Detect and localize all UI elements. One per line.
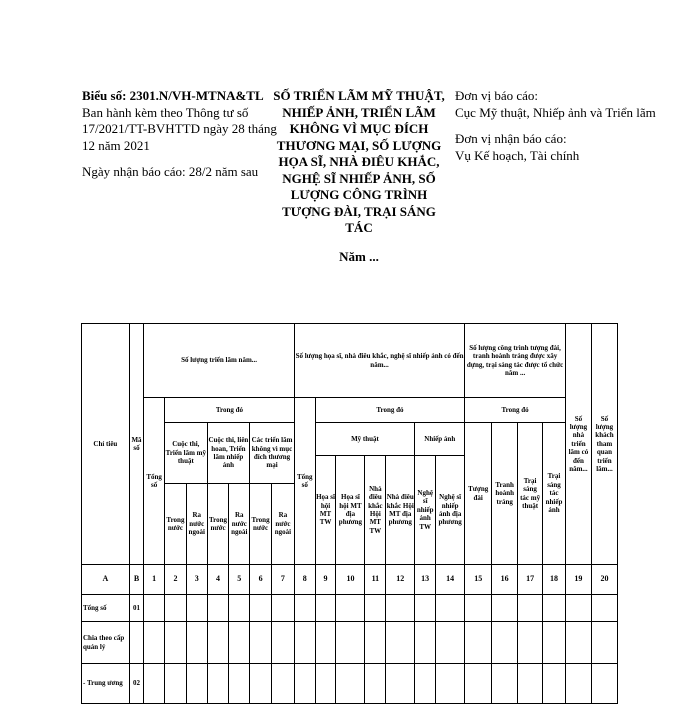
index-cell: B — [129, 565, 144, 595]
header-trong-do: Trong đó — [465, 398, 566, 423]
header-works-group: Số lượng công trình tượng đài, tranh hoành tráng được xây dựng, trại sáng tác được tổ chức năm ... — [465, 324, 566, 398]
report-year: Năm ... — [339, 248, 379, 264]
header-trai-sang-tac-nhiep-anh: Trại sáng tác nhiếp ảnh — [543, 423, 566, 565]
header-tong-so: Tổng số — [144, 398, 165, 565]
header-ra-nuoc-ngoai: Ra nước ngoài — [271, 484, 294, 565]
report-table — [81, 323, 618, 704]
index-cell: 8 — [294, 565, 315, 595]
row-label: Chia theo cấp quản lý — [82, 622, 130, 664]
index-cell: 7 — [271, 565, 294, 595]
header-hoa-si-dia-phuong: Họa sĩ hội MT địa phương — [336, 456, 365, 565]
report-title-block — [270, 88, 448, 265]
header-trai-sang-tac-my-thuat: Trại sáng tác mỹ thuật — [518, 423, 543, 565]
index-cell: 17 — [518, 565, 543, 595]
header-cuoc-thi-my-thuat: Cuộc thi, Triển lãm mỹ thuật — [165, 423, 208, 484]
row-code — [129, 622, 144, 664]
header-my-thuat: Mỹ thuật — [315, 423, 415, 456]
row-label: Tổng số — [82, 595, 130, 622]
header-trong-nuoc: Trong nước — [165, 484, 187, 565]
row-code: 02 — [129, 664, 144, 704]
index-cell: 11 — [365, 565, 386, 595]
header-chi-tieu: Chỉ tiêu — [82, 324, 130, 565]
index-row — [82, 565, 618, 595]
index-cell: 16 — [492, 565, 518, 595]
reporting-unit-label: Đơn vị báo cáo: — [455, 88, 539, 103]
index-cell: 14 — [436, 565, 465, 595]
header-trong-nuoc: Trong nước — [207, 484, 229, 565]
index-cell: 6 — [250, 565, 272, 595]
header-tuong-dai: Tượng đài — [465, 423, 492, 565]
header-trien-lam-khong-thuong-mai: Các triển lãm không vì mục đích thương mại — [250, 423, 295, 484]
index-cell: 4 — [207, 565, 229, 595]
header-artists-group: Số lượng họa sĩ, nhà điêu khắc, nghệ sĩ nhiếp ảnh có đến năm... — [294, 324, 464, 398]
index-cell: 18 — [543, 565, 566, 595]
row-label: - Trung ương — [82, 664, 130, 704]
issued-with-text: Ban hành kèm theo Thông tư số 17/2021/TT-BVHTTD ngày 28 tháng 12 năm 2021 — [82, 104, 277, 153]
index-cell: A — [82, 565, 130, 595]
header-trong-do: Trong đó — [315, 398, 465, 423]
header-cuoc-thi-nhiep-anh: Cuộc thi, liên hoan, Triển lãm nhiếp ảnh — [207, 423, 250, 484]
index-cell: 15 — [465, 565, 492, 595]
index-cell: 10 — [336, 565, 365, 595]
header-tong-so: Tổng số — [294, 398, 315, 565]
header-nhiep-anh-tw: Nghệ sĩ nhiếp ảnh TW — [415, 456, 436, 565]
row-code: 01 — [129, 595, 144, 622]
header-exhibitions-group: Số lượng triển lãm năm... — [144, 324, 295, 398]
index-cell: 12 — [386, 565, 415, 595]
header-ra-nuoc-ngoai: Ra nước ngoài — [229, 484, 250, 565]
form-info — [82, 88, 282, 191]
header-trong-do: Trong đó — [165, 398, 295, 423]
index-cell: 20 — [591, 565, 617, 595]
index-cell: 9 — [315, 565, 336, 595]
header-trong-nuoc: Trong nước — [250, 484, 272, 565]
form-code: Biểu số: 2301.N/VH-MTNA&TL — [82, 88, 264, 103]
index-cell: 3 — [186, 565, 207, 595]
header-ra-nuoc-ngoai: Ra nước ngoài — [186, 484, 207, 565]
header-hoa-si-tw: Họa sĩ hội MT TW — [315, 456, 336, 565]
header-nhiep-anh: Nhiếp ảnh — [415, 423, 465, 456]
report-title: SỐ TRIỂN LÃM MỸ THUẬT, NHIẾP ẢNH, TRIỂN LÃM KHÔNG VÌ MỤC ĐÍCH THƯƠNG MẠI, SỐ LƯỢNG HỌA SĨ, NHÀ ĐIÊU KHẮC, NGHỆ SĨ NHIẾP ẢNH, SỐ LƯỢNG CÔNG TRÌNH TƯỢNG ĐÀI, TRẠI SÁNG TÁC — [273, 88, 445, 235]
reporting-unit: Cục Mỹ thuật, Nhiếp ảnh và Triển lãm — [455, 104, 656, 120]
receiving-unit: Vụ Kế hoạch, Tài chính — [455, 147, 580, 163]
index-cell: 5 — [229, 565, 250, 595]
index-cell: 13 — [415, 565, 436, 595]
header-tranh-hoanh-trang: Tranh hoành tráng — [492, 423, 518, 565]
table-row — [82, 622, 618, 664]
index-cell: 2 — [165, 565, 187, 595]
index-cell: 1 — [144, 565, 165, 595]
header-nhiep-anh-dia-phuong: Nghệ sĩ nhiếp ảnh địa phương — [436, 456, 465, 565]
receive-date-text: Ngày nhận báo cáo: 28/2 năm sau — [82, 164, 259, 179]
header-ma-so: Mã số — [129, 324, 144, 565]
units-info — [455, 88, 660, 174]
receiving-unit-label: Đơn vị nhận báo cáo: — [455, 131, 567, 146]
header-dieu-khac-tw: Nhà điêu khắc Hội MT TW — [365, 456, 386, 565]
table-row — [82, 595, 618, 622]
index-cell: 19 — [565, 565, 591, 595]
header-visitors-count: Số lượng khách tham quan triển lãm... — [591, 324, 617, 565]
header-exhibitions-count: Số lượng nhà triển lãm có đến năm... — [565, 324, 591, 565]
table-row — [82, 664, 618, 704]
header-dieu-khac-dia-phuong: Nhà điêu khắc Hội MT địa phương — [386, 456, 415, 565]
